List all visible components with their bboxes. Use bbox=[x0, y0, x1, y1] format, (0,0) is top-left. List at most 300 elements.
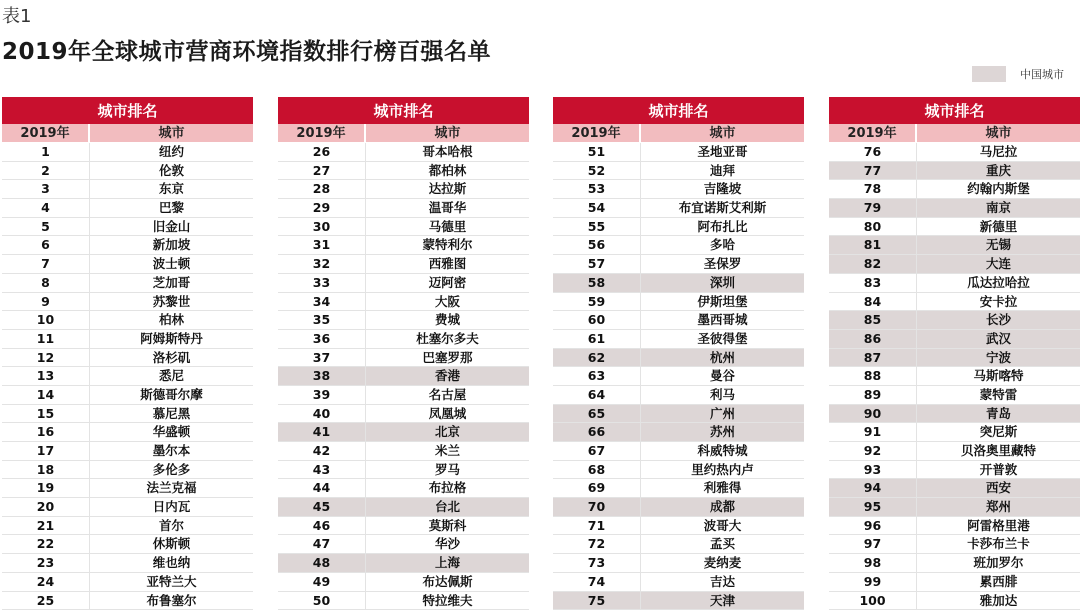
rank-cell: 53 bbox=[553, 180, 641, 198]
city-cell: 重庆 bbox=[985, 162, 1011, 178]
city-cell: 布达佩斯 bbox=[422, 573, 473, 589]
city-cell: 武汉 bbox=[985, 330, 1011, 346]
rank-cell: 93 bbox=[829, 461, 917, 479]
table-row bbox=[2, 479, 253, 498]
table-row bbox=[553, 330, 804, 349]
city-cell: 米兰 bbox=[434, 443, 460, 458]
rank-cell: 96 bbox=[829, 517, 917, 535]
column-header-year: 2019年 bbox=[2, 124, 90, 142]
rank-cell: 69 bbox=[553, 479, 641, 497]
rank-cell: 37 bbox=[278, 349, 366, 367]
table-row bbox=[2, 592, 253, 611]
city-cell: 雅加达 bbox=[979, 592, 1018, 608]
rank-cell: 36 bbox=[278, 330, 366, 348]
city-cell: 广州 bbox=[709, 405, 735, 421]
city-cell: 波士顿 bbox=[152, 256, 191, 272]
legend bbox=[972, 66, 1064, 82]
ranking-table-1 bbox=[2, 97, 253, 610]
table-row bbox=[553, 442, 804, 461]
city-cell: 长沙 bbox=[985, 312, 1011, 328]
city-cell: 布宜诺斯艾利斯 bbox=[678, 200, 767, 216]
city-cell: 法兰克福 bbox=[146, 480, 197, 496]
rank-cell: 38 bbox=[278, 367, 366, 385]
table-row bbox=[829, 423, 1080, 442]
rank-cell: 14 bbox=[2, 386, 90, 404]
city-cell: 西雅图 bbox=[428, 256, 467, 272]
city-cell: 斯德哥尔摩 bbox=[140, 386, 203, 402]
rank-cell: 78 bbox=[829, 180, 917, 198]
rank-cell: 66 bbox=[553, 423, 641, 441]
city-cell: 华沙 bbox=[434, 536, 460, 552]
table-row bbox=[2, 573, 253, 592]
city-cell: 孟买 bbox=[709, 536, 735, 552]
city-cell: 伊斯坦堡 bbox=[697, 293, 748, 309]
column-header-year: 2019年 bbox=[829, 124, 917, 142]
table-row bbox=[829, 442, 1080, 461]
city-cell: 郑州 bbox=[985, 499, 1011, 515]
rank-cell: 8 bbox=[2, 274, 90, 292]
column-header-city: 城市 bbox=[709, 126, 736, 141]
city-cell: 悉尼 bbox=[158, 368, 184, 384]
ranking-table-2 bbox=[278, 97, 529, 610]
city-cell: 圣地亚哥 bbox=[697, 144, 748, 159]
city-cell: 凤凰城 bbox=[428, 405, 467, 421]
city-cell: 曼谷 bbox=[709, 368, 735, 384]
table-row bbox=[829, 554, 1080, 573]
rank-cell: 40 bbox=[278, 405, 366, 423]
rank-cell: 55 bbox=[553, 218, 641, 236]
table-row bbox=[829, 517, 1080, 536]
city-cell: 圣彼得堡 bbox=[697, 330, 748, 346]
rank-cell: 57 bbox=[553, 255, 641, 273]
table-row bbox=[553, 573, 804, 592]
rank-cell: 27 bbox=[278, 162, 366, 180]
city-cell: 青岛 bbox=[985, 405, 1011, 421]
table-row bbox=[2, 535, 253, 554]
rank-cell: 97 bbox=[829, 535, 917, 553]
city-cell: 迈阿密 bbox=[428, 274, 467, 290]
rank-cell: 77 bbox=[829, 162, 917, 180]
table-header: 城市排名 bbox=[553, 97, 804, 124]
city-cell: 华盛顿 bbox=[152, 424, 191, 440]
city-cell: 苏州 bbox=[709, 424, 735, 440]
rank-cell: 92 bbox=[829, 442, 917, 460]
city-cell: 杜塞尔多夫 bbox=[416, 330, 479, 346]
column-header-city: 城市 bbox=[985, 126, 1012, 141]
table-row bbox=[829, 199, 1080, 218]
table-row bbox=[2, 367, 253, 386]
table-row bbox=[278, 554, 529, 573]
table-row bbox=[2, 255, 253, 274]
city-cell: 伦敦 bbox=[158, 162, 184, 178]
city-cell: 开普敦 bbox=[979, 461, 1018, 477]
city-cell: 慕尼黑 bbox=[152, 405, 191, 421]
table-row bbox=[278, 592, 529, 611]
table-row bbox=[829, 479, 1080, 498]
city-cell: 天津 bbox=[709, 592, 735, 608]
rank-cell: 75 bbox=[553, 592, 641, 610]
city-cell: 马尼拉 bbox=[979, 144, 1018, 159]
table-row bbox=[829, 293, 1080, 312]
rank-cell: 10 bbox=[2, 311, 90, 329]
city-cell: 阿布扎比 bbox=[697, 218, 748, 234]
rank-cell: 65 bbox=[553, 405, 641, 423]
rank-cell: 12 bbox=[2, 349, 90, 367]
city-cell: 贝洛奥里藏特 bbox=[960, 443, 1036, 458]
table-row bbox=[553, 218, 804, 237]
table-row bbox=[829, 498, 1080, 517]
table-row bbox=[553, 461, 804, 480]
city-cell: 亚特兰大 bbox=[146, 573, 197, 589]
rank-cell: 94 bbox=[829, 479, 917, 497]
table-row bbox=[278, 423, 529, 442]
city-cell: 上海 bbox=[434, 555, 460, 571]
rank-cell: 82 bbox=[829, 255, 917, 273]
rank-cell: 54 bbox=[553, 199, 641, 217]
city-cell: 利雅得 bbox=[703, 480, 742, 496]
city-cell: 圣保罗 bbox=[703, 256, 742, 272]
rank-cell: 100 bbox=[829, 592, 917, 610]
rank-cell: 11 bbox=[2, 330, 90, 348]
city-cell: 大连 bbox=[985, 256, 1011, 272]
rank-cell: 31 bbox=[278, 236, 366, 254]
table-row bbox=[2, 461, 253, 480]
rank-cell: 62 bbox=[553, 349, 641, 367]
table-row bbox=[829, 367, 1080, 386]
rank-cell: 43 bbox=[278, 461, 366, 479]
city-cell: 卡莎布兰卡 bbox=[967, 536, 1030, 552]
table-row bbox=[829, 330, 1080, 349]
city-cell: 哥本哈根 bbox=[422, 144, 473, 159]
rank-cell: 51 bbox=[553, 143, 641, 161]
rank-cell: 30 bbox=[278, 218, 366, 236]
table-row bbox=[2, 311, 253, 330]
rank-cell: 25 bbox=[2, 592, 90, 610]
table-row bbox=[829, 349, 1080, 368]
city-cell: 吉达 bbox=[709, 573, 735, 589]
table-row bbox=[278, 386, 529, 405]
rank-cell: 6 bbox=[2, 236, 90, 254]
column-header-city: 城市 bbox=[434, 126, 461, 141]
table-row bbox=[2, 517, 253, 536]
rank-cell: 29 bbox=[278, 199, 366, 217]
rank-cell: 74 bbox=[553, 573, 641, 591]
rank-cell: 44 bbox=[278, 479, 366, 497]
legend-label: 中国城市 bbox=[1020, 68, 1064, 81]
rank-cell: 85 bbox=[829, 311, 917, 329]
city-cell: 利马 bbox=[709, 386, 735, 402]
city-cell: 科威特城 bbox=[697, 443, 748, 458]
city-cell: 首尔 bbox=[158, 517, 184, 533]
ranking-table-3 bbox=[553, 97, 804, 610]
table-row bbox=[553, 535, 804, 554]
city-cell: 大阪 bbox=[434, 293, 460, 309]
table-header: 城市排名 bbox=[278, 97, 529, 124]
table-row bbox=[278, 199, 529, 218]
table-row bbox=[278, 162, 529, 181]
table-row bbox=[2, 218, 253, 237]
rank-cell: 91 bbox=[829, 423, 917, 441]
city-cell: 吉隆坡 bbox=[703, 181, 742, 197]
rank-cell: 98 bbox=[829, 554, 917, 572]
table-row bbox=[278, 367, 529, 386]
rank-cell: 1 bbox=[2, 143, 90, 161]
table-row bbox=[2, 162, 253, 181]
ranking-tables bbox=[2, 97, 1078, 611]
rank-cell: 45 bbox=[278, 498, 366, 516]
rank-cell: 46 bbox=[278, 517, 366, 535]
rank-cell: 59 bbox=[553, 293, 641, 311]
rank-cell: 35 bbox=[278, 311, 366, 329]
table-row bbox=[553, 423, 804, 442]
rank-cell: 34 bbox=[278, 293, 366, 311]
city-cell: 杭州 bbox=[709, 349, 735, 365]
city-cell: 巴黎 bbox=[158, 200, 184, 216]
rank-cell: 76 bbox=[829, 143, 917, 161]
city-cell: 东京 bbox=[158, 181, 184, 197]
table-row bbox=[2, 199, 253, 218]
city-cell: 莫斯科 bbox=[428, 517, 467, 533]
table-row bbox=[553, 498, 804, 517]
city-cell: 深圳 bbox=[709, 274, 735, 290]
table-row bbox=[553, 180, 804, 199]
table-row bbox=[553, 592, 804, 611]
rank-cell: 88 bbox=[829, 367, 917, 385]
rank-cell: 58 bbox=[553, 274, 641, 292]
page-title: 2019年全球城市营商环境指数排行榜百强名单 bbox=[2, 39, 492, 65]
city-cell: 名古屋 bbox=[428, 386, 467, 402]
table-row bbox=[2, 180, 253, 199]
rank-cell: 56 bbox=[553, 236, 641, 254]
rank-cell: 52 bbox=[553, 162, 641, 180]
table-row bbox=[553, 479, 804, 498]
table-row bbox=[2, 405, 253, 424]
rank-cell: 90 bbox=[829, 405, 917, 423]
city-cell: 无锡 bbox=[985, 237, 1011, 253]
table-row bbox=[829, 255, 1080, 274]
column-headers bbox=[553, 124, 804, 143]
column-headers bbox=[278, 124, 529, 143]
rank-cell: 89 bbox=[829, 386, 917, 404]
city-cell: 纽约 bbox=[158, 144, 184, 159]
rank-cell: 7 bbox=[2, 255, 90, 273]
rank-cell: 84 bbox=[829, 293, 917, 311]
city-cell: 北京 bbox=[434, 424, 460, 440]
table-row bbox=[2, 554, 253, 573]
table-row bbox=[829, 461, 1080, 480]
table-row bbox=[553, 311, 804, 330]
city-cell: 巴塞罗那 bbox=[422, 349, 473, 365]
city-cell: 布拉格 bbox=[428, 480, 467, 496]
table-row bbox=[278, 330, 529, 349]
table-row bbox=[2, 498, 253, 517]
city-cell: 芝加哥 bbox=[152, 274, 191, 290]
rank-cell: 87 bbox=[829, 349, 917, 367]
city-cell: 突尼斯 bbox=[979, 424, 1018, 440]
rank-cell: 42 bbox=[278, 442, 366, 460]
city-cell: 瓜达拉哈拉 bbox=[967, 274, 1030, 290]
column-header-year: 2019年 bbox=[278, 124, 366, 142]
table-row bbox=[278, 143, 529, 162]
table-row bbox=[278, 218, 529, 237]
table-row bbox=[2, 423, 253, 442]
table-row bbox=[2, 236, 253, 255]
city-cell: 墨西哥城 bbox=[697, 312, 748, 328]
table-row bbox=[2, 274, 253, 293]
table-row bbox=[278, 405, 529, 424]
table-row bbox=[553, 293, 804, 312]
column-header-year: 2019年 bbox=[553, 124, 641, 142]
table-row bbox=[553, 255, 804, 274]
rank-cell: 26 bbox=[278, 143, 366, 161]
city-cell: 费城 bbox=[434, 312, 460, 328]
rank-cell: 63 bbox=[553, 367, 641, 385]
city-cell: 阿雷格里港 bbox=[967, 517, 1030, 533]
table-row bbox=[553, 386, 804, 405]
table-row bbox=[278, 180, 529, 199]
rank-cell: 24 bbox=[2, 573, 90, 591]
table-row bbox=[829, 405, 1080, 424]
rank-cell: 83 bbox=[829, 274, 917, 292]
rank-cell: 71 bbox=[553, 517, 641, 535]
table-row bbox=[278, 535, 529, 554]
table-row bbox=[278, 498, 529, 517]
city-cell: 日内瓦 bbox=[152, 499, 191, 515]
rank-cell: 4 bbox=[2, 199, 90, 217]
rank-cell: 28 bbox=[278, 180, 366, 198]
city-cell: 班加罗尔 bbox=[973, 555, 1024, 571]
rank-cell: 21 bbox=[2, 517, 90, 535]
rank-cell: 13 bbox=[2, 367, 90, 385]
rank-cell: 17 bbox=[2, 442, 90, 460]
city-cell: 迪拜 bbox=[709, 162, 735, 178]
table-row bbox=[2, 143, 253, 162]
table-row bbox=[2, 442, 253, 461]
table-row bbox=[829, 218, 1080, 237]
city-cell: 蒙特雷 bbox=[979, 386, 1018, 402]
table-row bbox=[829, 573, 1080, 592]
table-row bbox=[2, 293, 253, 312]
table-row bbox=[829, 143, 1080, 162]
table-row bbox=[829, 274, 1080, 293]
rank-cell: 61 bbox=[553, 330, 641, 348]
city-cell: 累西腓 bbox=[979, 573, 1018, 589]
city-cell: 柏林 bbox=[158, 312, 184, 328]
table-row bbox=[553, 367, 804, 386]
city-cell: 安卡拉 bbox=[979, 293, 1018, 309]
rank-cell: 49 bbox=[278, 573, 366, 591]
rank-cell: 22 bbox=[2, 535, 90, 553]
city-cell: 新加坡 bbox=[152, 237, 191, 253]
ranking-table-4 bbox=[829, 97, 1080, 610]
city-cell: 宁波 bbox=[985, 349, 1011, 365]
table-label: 表1 bbox=[2, 6, 32, 27]
city-cell: 维也纳 bbox=[152, 555, 191, 571]
table-row bbox=[553, 405, 804, 424]
rank-cell: 60 bbox=[553, 311, 641, 329]
rank-cell: 3 bbox=[2, 180, 90, 198]
rank-cell: 95 bbox=[829, 498, 917, 516]
rank-cell: 2 bbox=[2, 162, 90, 180]
table-row bbox=[278, 479, 529, 498]
city-cell: 麦纳麦 bbox=[703, 555, 742, 571]
rank-cell: 33 bbox=[278, 274, 366, 292]
rank-cell: 9 bbox=[2, 293, 90, 311]
rank-cell: 73 bbox=[553, 554, 641, 572]
rank-cell: 39 bbox=[278, 386, 366, 404]
table-row bbox=[829, 592, 1080, 611]
table-row bbox=[278, 349, 529, 368]
city-cell: 休斯顿 bbox=[152, 536, 191, 552]
city-cell: 布鲁塞尔 bbox=[146, 592, 197, 608]
table-row bbox=[278, 311, 529, 330]
rank-cell: 86 bbox=[829, 330, 917, 348]
city-cell: 罗马 bbox=[434, 461, 460, 477]
table-row bbox=[278, 573, 529, 592]
city-cell: 约翰内斯堡 bbox=[967, 181, 1030, 197]
city-cell: 香港 bbox=[434, 368, 460, 384]
city-cell: 新德里 bbox=[979, 218, 1018, 234]
city-cell: 墨尔本 bbox=[152, 443, 191, 458]
city-cell: 台北 bbox=[434, 499, 460, 515]
rank-cell: 68 bbox=[553, 461, 641, 479]
table-row bbox=[829, 311, 1080, 330]
city-cell: 阿姆斯特丹 bbox=[140, 330, 203, 346]
city-cell: 都柏林 bbox=[428, 162, 467, 178]
city-cell: 多伦多 bbox=[152, 461, 191, 477]
city-cell: 达拉斯 bbox=[428, 181, 467, 197]
city-cell: 蒙特利尔 bbox=[422, 237, 473, 253]
rank-cell: 79 bbox=[829, 199, 917, 217]
rank-cell: 16 bbox=[2, 423, 90, 441]
table-row bbox=[829, 162, 1080, 181]
rank-cell: 41 bbox=[278, 423, 366, 441]
city-cell: 多哈 bbox=[709, 237, 735, 253]
rank-cell: 64 bbox=[553, 386, 641, 404]
table-row bbox=[278, 293, 529, 312]
rank-cell: 72 bbox=[553, 535, 641, 553]
table-row bbox=[278, 442, 529, 461]
rank-cell: 67 bbox=[553, 442, 641, 460]
table-row bbox=[278, 236, 529, 255]
table-row bbox=[829, 180, 1080, 199]
city-cell: 波哥大 bbox=[703, 517, 742, 533]
rank-cell: 19 bbox=[2, 479, 90, 497]
table-header: 城市排名 bbox=[829, 97, 1080, 124]
city-cell: 马德里 bbox=[428, 218, 467, 234]
rank-cell: 15 bbox=[2, 405, 90, 423]
table-row bbox=[278, 461, 529, 480]
city-cell: 马斯喀特 bbox=[973, 368, 1024, 384]
table-row bbox=[2, 386, 253, 405]
table-row bbox=[553, 162, 804, 181]
column-header-city: 城市 bbox=[158, 126, 185, 141]
rank-cell: 18 bbox=[2, 461, 90, 479]
city-cell: 旧金山 bbox=[152, 218, 191, 234]
table-row bbox=[553, 349, 804, 368]
table-row bbox=[278, 517, 529, 536]
table-row bbox=[2, 330, 253, 349]
table-row bbox=[553, 517, 804, 536]
table-header: 城市排名 bbox=[2, 97, 253, 124]
legend-swatch bbox=[972, 66, 1006, 82]
city-cell: 西安 bbox=[985, 480, 1011, 496]
column-headers bbox=[829, 124, 1080, 143]
rank-cell: 20 bbox=[2, 498, 90, 516]
table-row bbox=[553, 554, 804, 573]
city-cell: 成都 bbox=[709, 499, 735, 515]
table-row bbox=[278, 255, 529, 274]
